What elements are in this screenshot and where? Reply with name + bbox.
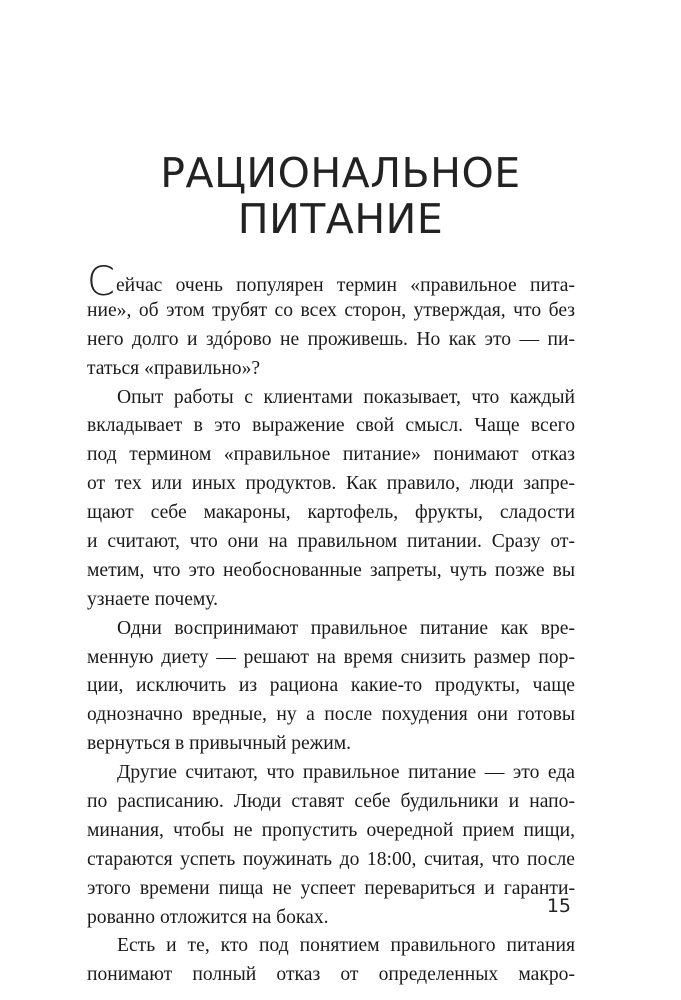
paragraph	[87, 259, 575, 384]
paragraph	[87, 932, 575, 990]
text-line: Одни воспринимают правильное питание как вре-	[117, 617, 575, 639]
drop-cap: С	[87, 259, 115, 305]
text-line: Есть и те, кто под понятием правильного питания	[117, 935, 575, 957]
text-line: Другие считают, что правильное питание — это еда	[117, 762, 575, 784]
text-line: ние», об этом трубят со всех сторон, утверждая, что без	[87, 299, 575, 321]
paragraph	[87, 384, 575, 615]
text-line: однозначно вредные, ну а после похудения они готовы	[87, 704, 575, 726]
chapter-title-line-1: РАЦИОНАЛЬНОЕ	[160, 149, 521, 197]
text-line: менную диету — решают на время снизить размер пор-	[87, 646, 575, 668]
text-line: понимают полный отказ от определенных макро-	[87, 964, 575, 986]
paragraph	[87, 759, 575, 932]
text-line: узнаете почему.	[87, 588, 219, 610]
chapter-body	[87, 259, 575, 990]
text-line: Опыт работы с клиентами показывает, что каждый	[117, 386, 575, 408]
page-number: 15	[546, 895, 571, 917]
text-line: от тех или иных продуктов. Как правило, люди запре-	[87, 473, 575, 495]
text-line: вернуться в привычный режим.	[87, 733, 352, 755]
text-line: него долго и здóрово не проживешь. Но как это — пи-	[87, 328, 575, 350]
text-line: щают себе макароны, картофель, фрукты, сладости	[87, 502, 575, 524]
text-line: по расписанию. Люди ставят себе будильники и напо-	[87, 791, 575, 813]
text-line: под термином «правильное питание» понимают отказ	[87, 444, 575, 466]
text-line: вкладывает в это выражение свой смысл. Чаще всего	[87, 415, 575, 437]
text-line: рованно отложится на боках.	[87, 906, 329, 928]
chapter-title	[0, 150, 681, 242]
paragraph	[87, 615, 575, 759]
chapter-title-line-2: ПИТАНИЕ	[237, 195, 444, 243]
text-line: стараются успеть поужинать до 18:00, считая, что после	[87, 848, 575, 870]
text-line: минания, чтобы не пропустить очередной прием пищи,	[87, 819, 575, 841]
text-line: этого времени пища не успеет перевариться и гаранти-	[87, 877, 575, 899]
text-line: ции, исключить из рациона какие-то продукты, чаще	[87, 675, 575, 697]
text-line: Сейчас очень популярен термин «правильное пита-	[87, 259, 575, 305]
text-line: метим, что это необоснованные запреты, чуть позже вы	[87, 559, 575, 581]
text-line: таться «правильно»?	[87, 357, 261, 379]
text-line: и считают, что они на правильном питании. Сразу от-	[87, 531, 575, 553]
